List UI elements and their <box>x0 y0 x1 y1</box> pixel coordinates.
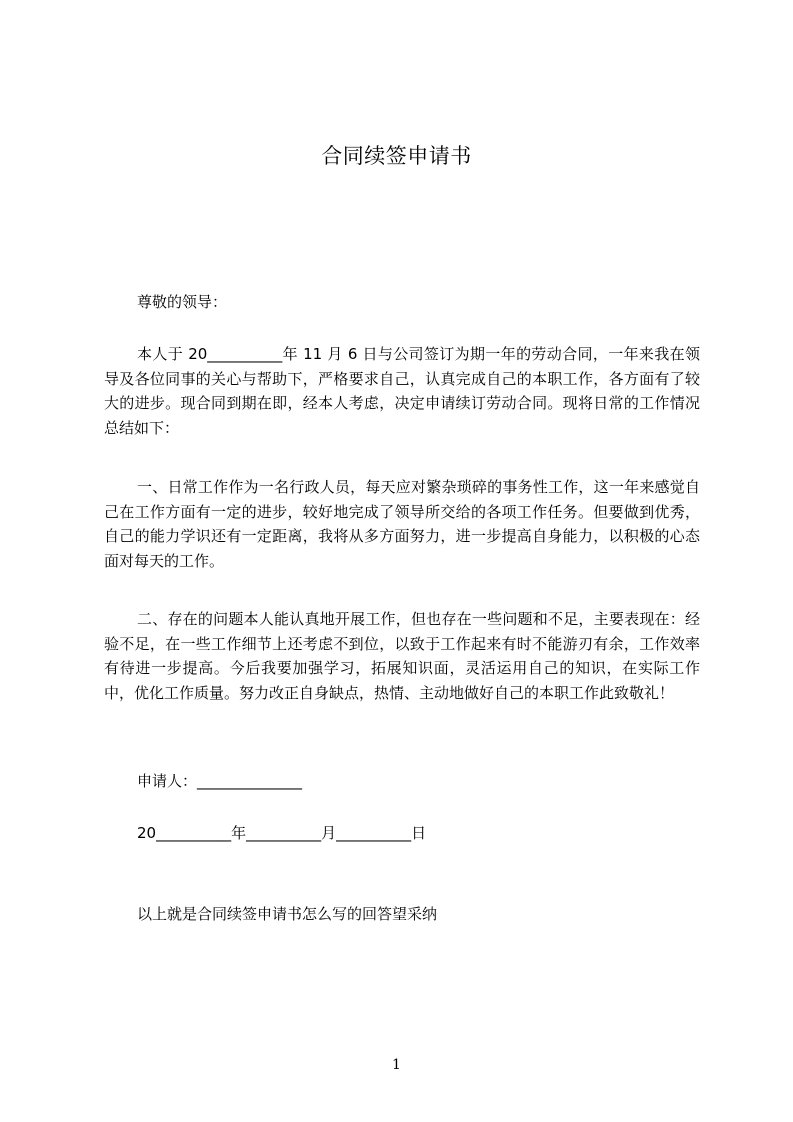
paragraph-problems: 二、存在的问题本人能认真地开展工作，但也存在一些问题和不足，主要表现在：经验不足，在一些工作细节上还考虑不到位，以致于工作起来有时不能游刃有余，工作效率有待进一步提高。今后我要加强学习，拓展知识面，灵活运用自己的知识，在实际工作中，优化工作质量。努力改正自身缺点，热情、主动地做好自己的本职工作此致敬礼！ <box>104 610 700 702</box>
paragraph-daily-work: 一、日常工作作为一名行政人员，每天应对繁杂琐碎的事务性工作，这一年来感觉自己在工作方面有一定的进步，较好地完成了领导所交给的各项工作任务。但要做到优秀，自己的能力学识还有一定距离，我将从多方面努力，进一步提高自身能力，以积极的心态面对每天的工作。 <box>104 478 700 570</box>
document-title: 合同续签申请书 <box>321 144 472 168</box>
paragraph-intro: 本人于 20__________年 11 月 6 日与公司签订为期一年的劳动合同，一年来我在领导及各位同事的关心与帮助下，严格要求自己，认真完成自己的本职工作，各方面有了较大的进步。现合同到期在即，经本人考虑，决定申请续订劳动合同。现将日常的工作情况总结如下： <box>104 345 700 437</box>
applicant-line: 申请人：______________ <box>137 772 303 790</box>
date-line: 20__________年__________月__________日 <box>137 824 427 842</box>
closing-note: 以上就是合同续签申请书怎么写的回答望采纳 <box>137 905 438 923</box>
page-number: 1 <box>392 1057 401 1073</box>
salutation: 尊敬的领导： <box>137 293 228 311</box>
